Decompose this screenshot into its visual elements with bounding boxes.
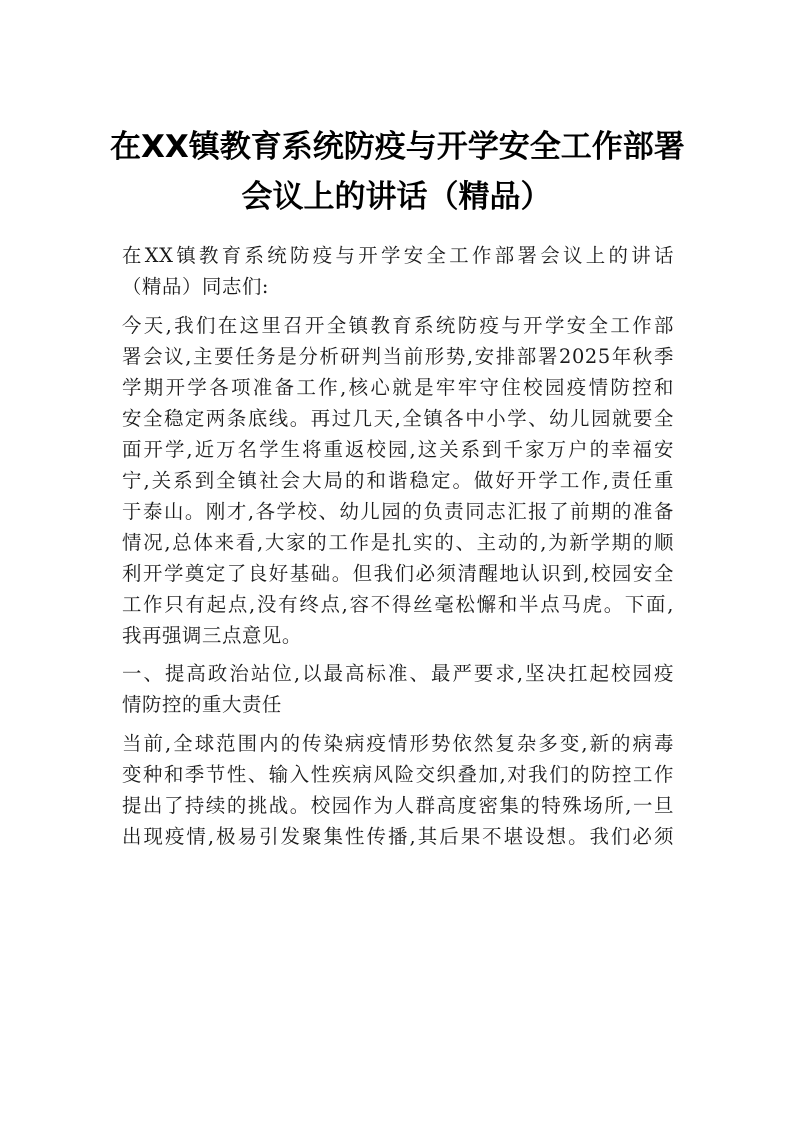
text-line: 提出了持续的挑战。校园作为人群高度密集的特殊场所,一旦	[122, 793, 674, 817]
paragraph-introduction	[122, 310, 674, 651]
text-line: 署会议,主要任务是分析研判当前形势,安排部署2025年秋季	[122, 344, 674, 368]
paragraph-section-1	[122, 728, 674, 852]
text-line: （精品）同志们:	[122, 275, 270, 298]
document-body	[122, 240, 674, 859]
text-line: 情防控的重大责任	[122, 693, 282, 716]
document-title	[110, 122, 683, 222]
text-line: 宁,关系到全镇社会大局的和谐稳定。做好开学工作,责任重	[122, 468, 674, 492]
text-line: 于泰山。刚才,各学校、幼儿园的负责同志汇报了前期的准备	[122, 499, 674, 523]
text-line: 一、提高政治站位,以最高标准、最严要求,坚决扛起校园疫	[122, 662, 674, 685]
text-line: 出现疫情,极易引发聚集性传播,其后果不堪设想。我们必须	[122, 824, 674, 848]
title-line-1: 在XX镇教育系统防疫与开学安全工作部署	[110, 129, 685, 165]
section-heading-1	[122, 658, 674, 720]
text-line: 安全稳定两条底线。再过几天,全镇各中小学、幼儿园就要全	[122, 406, 674, 430]
text-line: 学期开学各项准备工作,核心就是牢牢守住校园疫情防控和	[122, 375, 674, 399]
text-line: 情况,总体来看,大家的工作是扎实的、主动的,为新学期的顺	[122, 530, 674, 554]
text-line: 今天,我们在这里召开全镇教育系统防疫与开学安全工作部	[122, 313, 674, 337]
title-line-2: 会议上的讲话（精品）	[241, 179, 552, 215]
text-line: 利开学奠定了良好基础。但我们必须清醒地认识到,校园安全	[122, 561, 674, 585]
text-line: 我再强调三点意见。	[122, 623, 302, 647]
paragraph-opening	[122, 240, 674, 302]
text-line: 在XX镇教育系统防疫与开学安全工作部署会议上的讲话	[122, 244, 674, 267]
text-line: 面开学,近万名学生将重返校园,这关系到千家万户的幸福安	[122, 437, 674, 461]
text-line: 变种和季节性、输入性疾病风险交织叠加,对我们的防控工作	[122, 762, 674, 786]
text-line: 工作只有起点,没有终点,容不得丝毫松懈和半点马虎。下面,	[122, 592, 674, 616]
text-line: 当前,全球范围内的传染病疫情形势依然复杂多变,新的病毒	[122, 731, 674, 755]
